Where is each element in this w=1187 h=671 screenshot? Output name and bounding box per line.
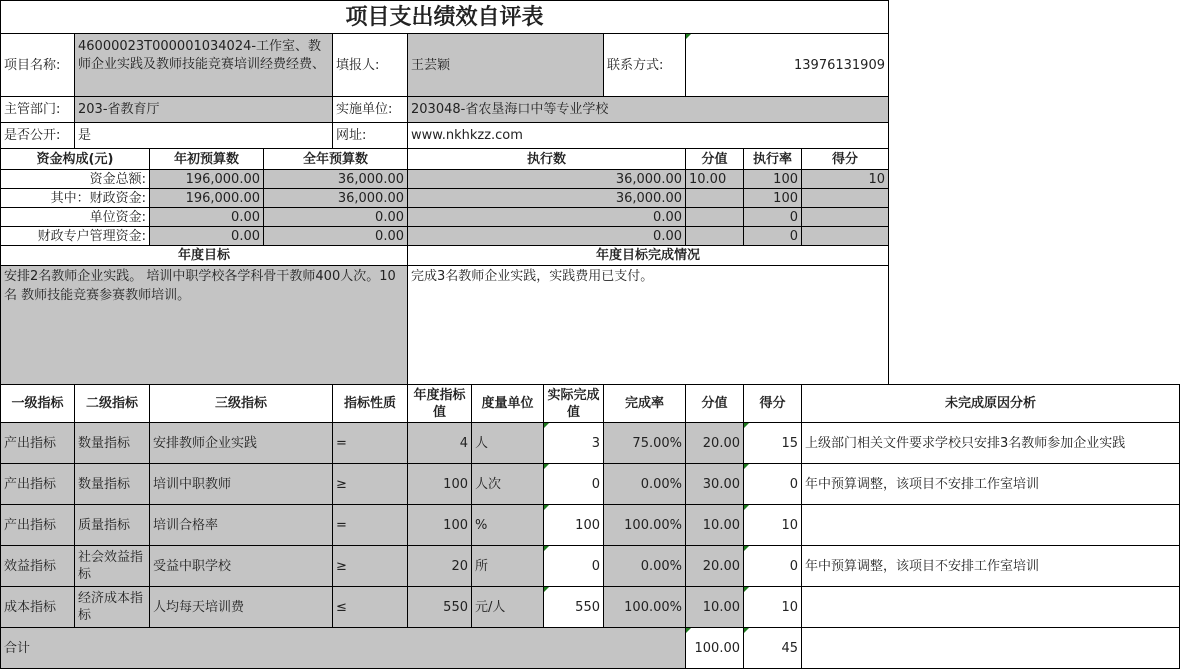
funds-row-executed[interactable]: 36,000.00 xyxy=(408,170,686,189)
ind-row-rate: 0.00% xyxy=(604,546,686,587)
ind-row-score[interactable]: 0 xyxy=(744,464,802,505)
ind-row-l2: 社会效益指标 xyxy=(75,546,150,587)
ind-row-score-value: 20.00 xyxy=(686,423,744,464)
ind-row-l3[interactable]: 安排教师企业实践 xyxy=(150,423,333,464)
total-score-value: 100.00 xyxy=(686,628,744,669)
ind-row-reason[interactable] xyxy=(802,505,1180,546)
ind-row-l3[interactable]: 培训合格率 xyxy=(150,505,333,546)
ind-row-l2: 质量指标 xyxy=(75,505,150,546)
ind-row-l1: 产出指标 xyxy=(1,505,75,546)
ind-row-actual[interactable]: 550 xyxy=(544,587,604,628)
ind-header-score-value: 分值 xyxy=(686,385,744,423)
ind-row-score[interactable]: 10 xyxy=(744,587,802,628)
annual-target-header: 年度目标 xyxy=(1,246,408,266)
ind-row-target[interactable]: 4 xyxy=(408,423,472,464)
funds-header-composition: 资金构成(元) xyxy=(1,149,150,170)
ind-row-target[interactable]: 100 xyxy=(408,505,472,546)
ind-row-unit[interactable]: 所 xyxy=(472,546,544,587)
ind-row-rate: 75.00% xyxy=(604,423,686,464)
impl-label: 实施单位: xyxy=(333,97,408,123)
public-label: 是否公开: xyxy=(1,123,75,149)
funds-row-annual[interactable]: 36,000.00 xyxy=(264,189,408,208)
ind-row-target[interactable]: 550 xyxy=(408,587,472,628)
ind-row-l2: 经济成本指标 xyxy=(75,587,150,628)
funds-row-score[interactable] xyxy=(802,189,889,208)
ind-header-nature: 指标性质 xyxy=(333,385,408,423)
ind-row-l1: 效益指标 xyxy=(1,546,75,587)
funds-row-annual[interactable]: 36,000.00 xyxy=(264,170,408,189)
funds-row-rate[interactable]: 0 xyxy=(744,227,802,246)
ind-header-l1: 一级指标 xyxy=(1,385,75,423)
ind-row-target[interactable]: 100 xyxy=(408,464,472,505)
funds-row-score-value[interactable]: 10.00 xyxy=(686,170,744,189)
funds-row-score-value[interactable] xyxy=(686,227,744,246)
ind-row-nature[interactable]: = xyxy=(333,423,408,464)
reporter-value[interactable]: 王芸颖 xyxy=(408,34,604,97)
ind-row-actual[interactable]: 0 xyxy=(544,546,604,587)
ind-row-score[interactable]: 0 xyxy=(744,546,802,587)
ind-row-nature[interactable]: = xyxy=(333,505,408,546)
ind-row-score[interactable]: 10 xyxy=(744,505,802,546)
funds-header-executed: 执行数 xyxy=(408,149,686,170)
ind-row-score-value: 10.00 xyxy=(686,505,744,546)
dept-label: 主管部门: xyxy=(1,97,75,123)
ind-row-actual[interactable]: 0 xyxy=(544,464,604,505)
ind-row-score-value: 20.00 xyxy=(686,546,744,587)
ind-row-unit[interactable]: % xyxy=(472,505,544,546)
ind-row-score-value: 10.00 xyxy=(686,587,744,628)
contact-value[interactable]: 13976131909 xyxy=(686,34,889,97)
total-score: 45 xyxy=(744,628,802,669)
funds-row-label: 单位资金: xyxy=(1,208,150,227)
ind-row-l3[interactable]: 培训中职教师 xyxy=(150,464,333,505)
funds-row-score[interactable] xyxy=(802,208,889,227)
website-value[interactable]: www.nkhkzz.com xyxy=(408,123,889,149)
ind-row-l1: 产出指标 xyxy=(1,423,75,464)
ind-header-score: 得分 xyxy=(744,385,802,423)
ind-header-actual: 实际完成值 xyxy=(544,385,604,423)
ind-row-l1: 成本指标 xyxy=(1,587,75,628)
ind-header-reason: 未完成原因分析 xyxy=(802,385,1180,423)
funds-row-score[interactable] xyxy=(802,227,889,246)
contact-label: 联系方式: xyxy=(604,34,686,97)
ind-header-unit: 度量单位 xyxy=(472,385,544,423)
ind-row-rate: 100.00% xyxy=(604,505,686,546)
annual-completion-text[interactable]: 完成3名教师企业实践，实践费用已支付。 xyxy=(408,266,889,385)
funds-header-annual: 全年预算数 xyxy=(264,149,408,170)
funds-row-score[interactable]: 10 xyxy=(802,170,889,189)
ind-header-l3: 三级指标 xyxy=(150,385,333,423)
ind-row-rate: 100.00% xyxy=(604,587,686,628)
funds-header-initial: 年初预算数 xyxy=(150,149,264,170)
funds-header-rate: 执行率 xyxy=(744,149,802,170)
ind-row-reason[interactable]: 年中预算调整，该项目不安排工作室培训 xyxy=(802,464,1180,505)
ind-row-l1: 产出指标 xyxy=(1,464,75,505)
ind-row-actual[interactable]: 3 xyxy=(544,423,604,464)
ind-row-unit[interactable]: 元/人 xyxy=(472,587,544,628)
website-label: 网址: xyxy=(333,123,408,149)
reporter-label: 填报人: xyxy=(333,34,408,97)
ind-row-reason[interactable]: 上级部门相关文件要求学校只安排3名教师参加企业实践 xyxy=(802,423,1180,464)
funds-row-initial[interactable]: 0.00 xyxy=(150,227,264,246)
ind-row-nature[interactable]: ≥ xyxy=(333,464,408,505)
ind-header-target: 年度指标值 xyxy=(408,385,472,423)
funds-row-rate[interactable]: 100 xyxy=(744,189,802,208)
funds-row-score-value[interactable] xyxy=(686,208,744,227)
funds-row-annual[interactable]: 0.00 xyxy=(264,227,408,246)
ind-row-score[interactable]: 15 xyxy=(744,423,802,464)
public-value[interactable]: 是 xyxy=(75,123,333,149)
ind-row-l3[interactable]: 人均每天培训费 xyxy=(150,587,333,628)
funds-row-label: 资金总额: xyxy=(1,170,150,189)
ind-row-target[interactable]: 20 xyxy=(408,546,472,587)
ind-row-score-value: 30.00 xyxy=(686,464,744,505)
ind-row-actual[interactable]: 100 xyxy=(544,505,604,546)
ind-row-rate: 0.00% xyxy=(604,464,686,505)
ind-row-nature[interactable]: ≥ xyxy=(333,546,408,587)
project-name-value[interactable]: 46000023T000001034024-工作室、教师企业实践及教师技能竞赛培训经费经费、 xyxy=(75,34,333,97)
total-label: 合计 xyxy=(1,628,686,669)
ind-row-unit[interactable]: 人次 xyxy=(472,464,544,505)
ind-header-rate: 完成率 xyxy=(604,385,686,423)
project-name-label: 项目名称: xyxy=(1,34,75,97)
funds-row-initial[interactable]: 196,000.00 xyxy=(150,170,264,189)
page-title: 项目支出绩效自评表 xyxy=(1,1,889,34)
ind-row-reason[interactable]: 年中预算调整，该项目不安排工作室培训 xyxy=(802,546,1180,587)
ind-row-unit[interactable]: 人 xyxy=(472,423,544,464)
funds-row-executed[interactable]: 36,000.00 xyxy=(408,189,686,208)
funds-header-score-value: 分值 xyxy=(686,149,744,170)
annual-target-text[interactable]: 安排2名教师企业实践。 培训中职学校各学科骨干教师400人次。10名 教师技能竞赛参赛教师培训。 xyxy=(1,266,408,385)
ind-header-l2: 二级指标 xyxy=(75,385,150,423)
funds-row-executed[interactable]: 0.00 xyxy=(408,208,686,227)
funds-row-score-value[interactable] xyxy=(686,189,744,208)
ind-row-nature[interactable]: ≤ xyxy=(333,587,408,628)
dept-value[interactable]: 203-省教育厅 xyxy=(75,97,333,123)
funds-row-annual[interactable]: 0.00 xyxy=(264,208,408,227)
annual-completion-header: 年度目标完成情况 xyxy=(408,246,889,266)
funds-row-initial[interactable]: 196,000.00 xyxy=(150,189,264,208)
ind-row-l3[interactable]: 受益中职学校 xyxy=(150,546,333,587)
funds-row-rate[interactable]: 0 xyxy=(744,208,802,227)
funds-row-label: 其中：财政资金: xyxy=(1,189,150,208)
funds-row-rate[interactable]: 100 xyxy=(744,170,802,189)
funds-row-initial[interactable]: 0.00 xyxy=(150,208,264,227)
funds-row-executed[interactable]: 0.00 xyxy=(408,227,686,246)
ind-row-l2: 数量指标 xyxy=(75,423,150,464)
funds-row-label: 财政专户管理资金: xyxy=(1,227,150,246)
impl-value[interactable]: 203048-省农垦海口中等专业学校 xyxy=(408,97,889,123)
total-reason xyxy=(802,628,1180,669)
ind-row-reason[interactable] xyxy=(802,587,1180,628)
funds-header-score: 得分 xyxy=(802,149,889,170)
ind-row-l2: 数量指标 xyxy=(75,464,150,505)
